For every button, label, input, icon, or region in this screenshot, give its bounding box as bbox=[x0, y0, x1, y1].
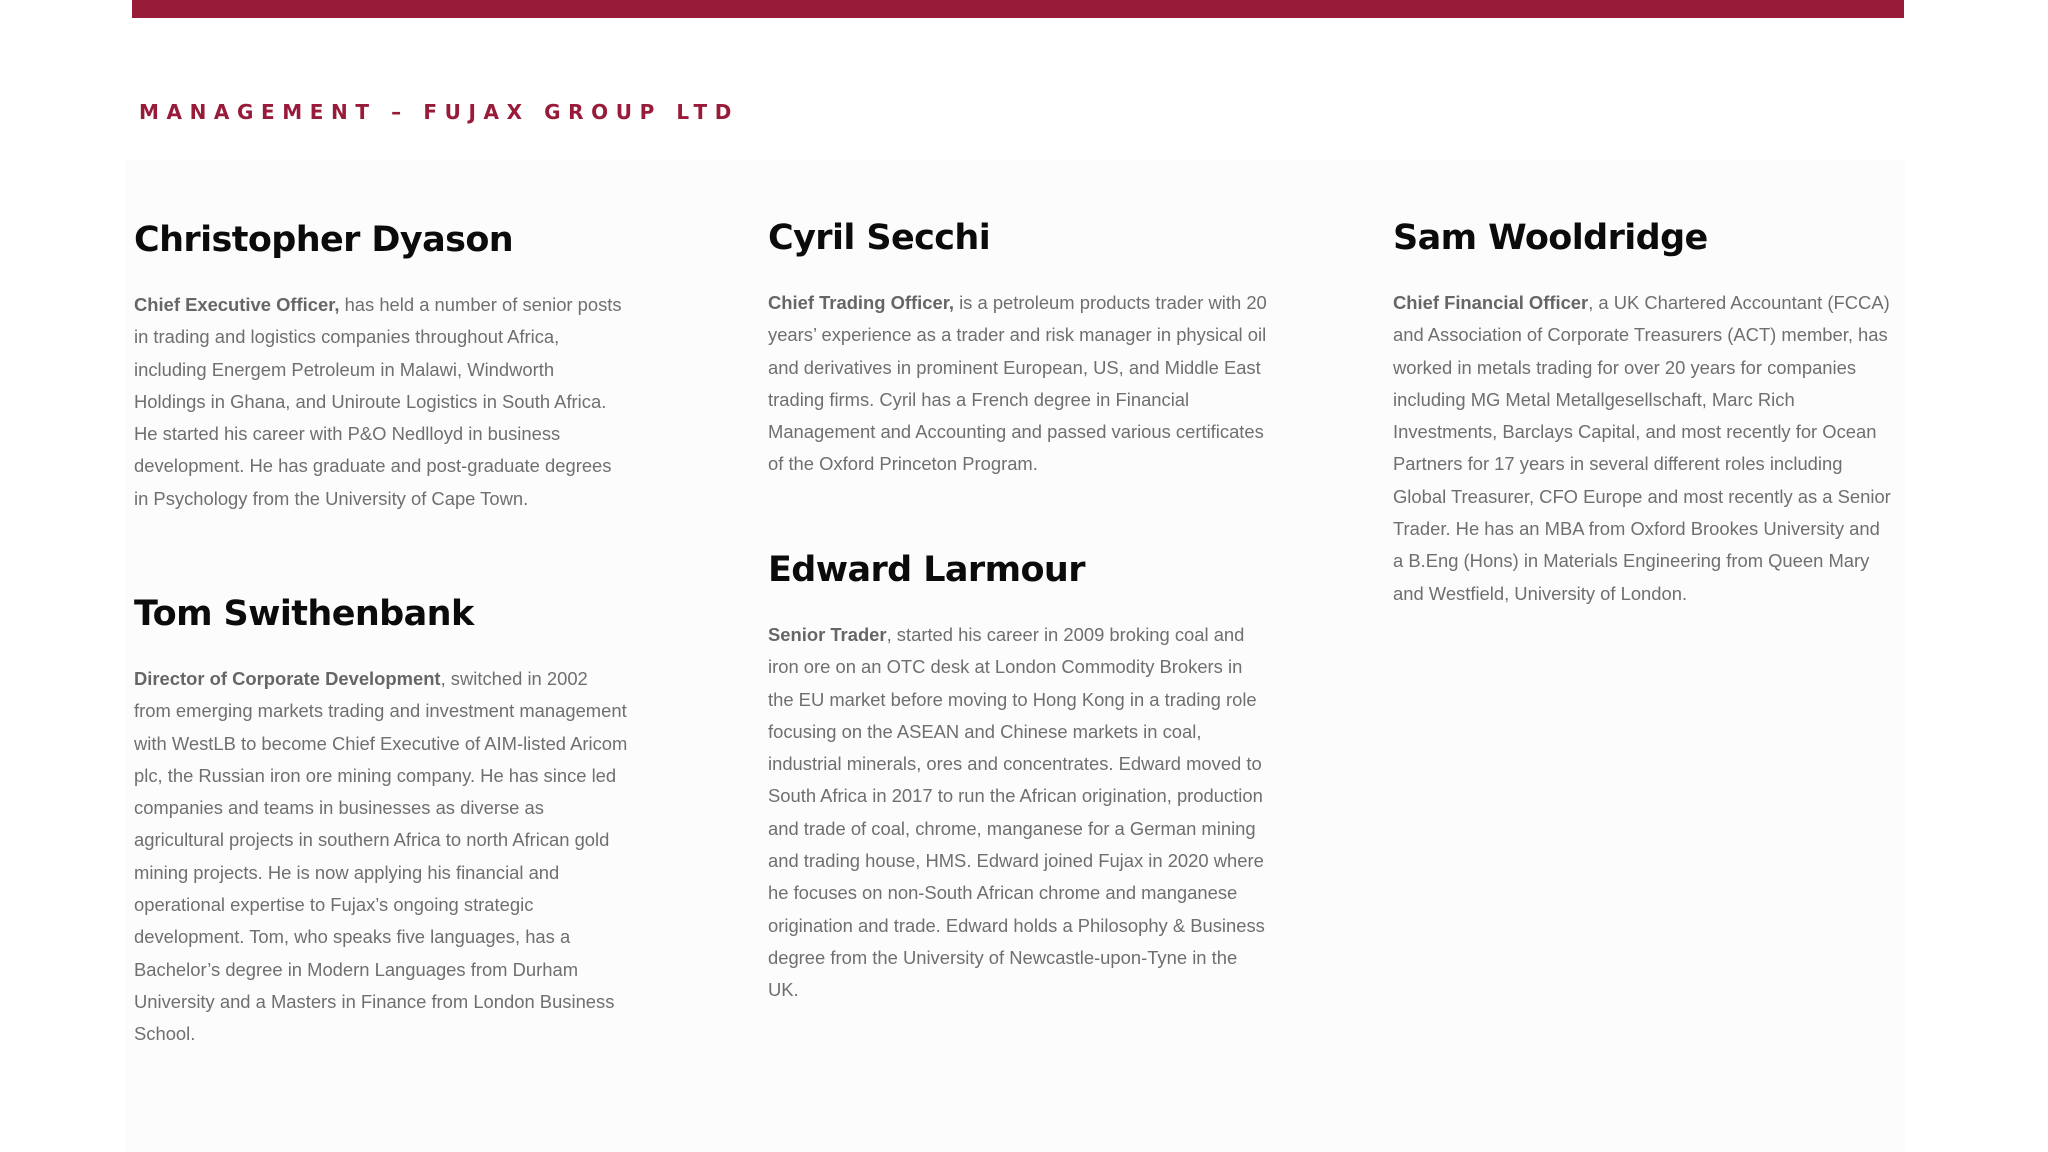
bio-tom-swithenbank bbox=[134, 594, 629, 1051]
person-name: Cyril Secchi bbox=[768, 218, 991, 258]
bio-christopher-dyason bbox=[134, 220, 629, 515]
person-role: Chief Financial Officer bbox=[1393, 292, 1589, 313]
person-name: Christopher Dyason bbox=[134, 220, 514, 260]
bio-sam-wooldridge bbox=[1393, 218, 1895, 610]
person-role: Senior Trader bbox=[768, 624, 887, 645]
bio-edward-larmour bbox=[768, 550, 1268, 1007]
person-name: Tom Swithenbank bbox=[134, 594, 474, 634]
person-bio bbox=[768, 619, 1268, 1007]
person-bio bbox=[134, 663, 629, 1051]
person-name: Sam Wooldridge bbox=[1393, 218, 1708, 258]
person-bio-text: has held a number of senior posts in trading and logistics companies throughout Africa, including Energem Petroleum in Malawi, Windworth Holdings in Ghana, and Uniroute Logistics in South Africa. He started his career with P&O Nedlloyd in business development. He has graduate and post-graduate degrees in Psychology from the University of Cape Town. bbox=[134, 294, 622, 509]
person-role: Director of Corporate Development bbox=[134, 668, 441, 689]
section-title: MANAGEMENT – FUJAX GROUP LTD bbox=[139, 100, 739, 124]
person-role: Chief Executive Officer, bbox=[134, 294, 340, 315]
person-bio-text: is a petroleum products trader with 20 years’ experience as a trader and risk manager in physical oil and derivatives in prominent European, US, and Middle East trading firms. Cyril has a French degree in Financial Management and Accounting and passed various certificates of the Oxford Princeton Program. bbox=[768, 292, 1267, 475]
person-bio bbox=[1393, 287, 1895, 610]
person-role: Chief Trading Officer, bbox=[768, 292, 954, 313]
person-name: Edward Larmour bbox=[768, 550, 1085, 590]
top-accent-bar bbox=[132, 0, 1904, 18]
person-bio-text: , started his career in 2009 broking coal and iron ore on an OTC desk at London Commodity Brokers in the EU market before moving to Hong Kong in a trading role focusing on the ASEAN and Chinese markets in coal, industrial minerals, ores and concentrates. Edward moved to South Africa in 2017 to run the African origination, production and trade of coal, chrome, manganese for a German mining and trading house, HMS. Edward joined Fujax in 2020 where he focuses on non-South African chrome and manganese origination and trade. Edward holds a Philosophy & Business degree from the University of Newcastle-upon-Tyne in the UK. bbox=[768, 624, 1265, 1001]
person-bio bbox=[134, 289, 629, 515]
person-bio bbox=[768, 287, 1268, 481]
person-bio-text: , a UK Chartered Accountant (FCCA) and Association of Corporate Treasurers (ACT) member, has worked in metals trading for over 20 years for companies including MG Metal Metallgesellschaft, Marc Rich Investments, Barclays Capital, and most recently for Ocean Partners for 17 years in several different roles including Global Treasurer, CFO Europe and most recently as a Senior Trader. He has an MBA from Oxford Brookes University and a B.Eng (Hons) in Materials Engineering from Queen Mary and Westfield, University of London. bbox=[1393, 292, 1891, 604]
person-bio-text: , switched in 2002 from emerging markets trading and investment management with WestLB to become Chief Executive of AIM-listed Aricom plc, the Russian iron ore mining company. He has since led companies and teams in businesses as diverse as agricultural projects in southern Africa to north African gold mining projects. He is now applying his financial and operational expertise to Fujax’s ongoing strategic development. Tom, who speaks five languages, has a Bachelor’s degree in Modern Languages from Durham University and a Masters in Finance from London Business School. bbox=[134, 668, 628, 1045]
bio-cyril-secchi bbox=[768, 218, 1268, 481]
